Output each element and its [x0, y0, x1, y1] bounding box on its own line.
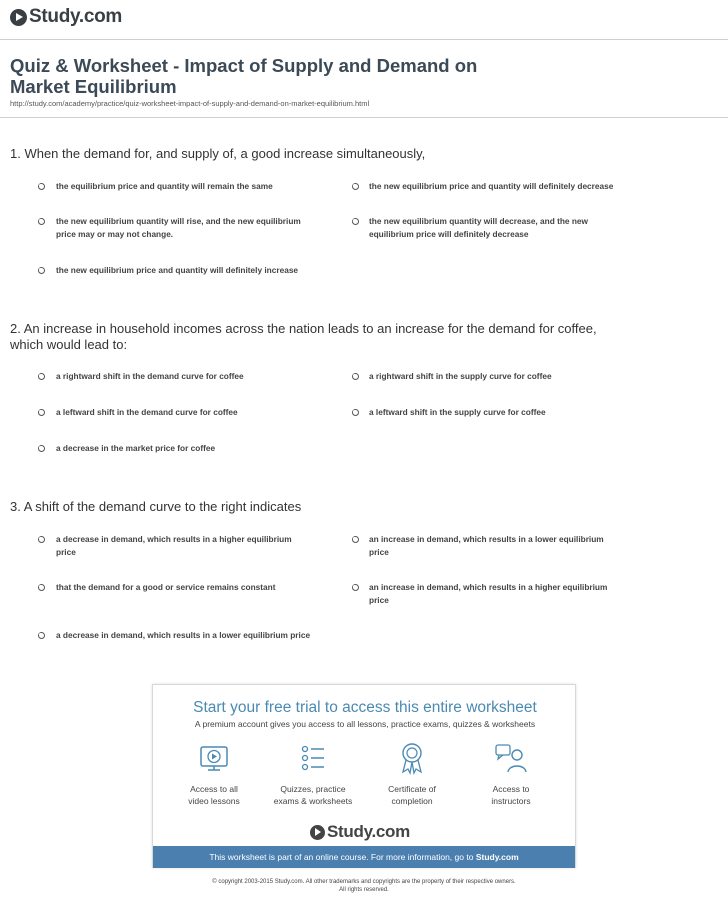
radio-q1-e[interactable] — [38, 267, 45, 274]
title-line-2: Market Equilibrium — [10, 76, 177, 97]
divider — [0, 117, 728, 118]
radio-q2-a[interactable] — [38, 373, 45, 380]
option-text: price — [56, 547, 76, 557]
option-text: that the demand for a good or service remains constant — [56, 582, 276, 592]
feature-label: Quizzes, practice — [280, 784, 346, 794]
feature-instructors — [466, 741, 556, 807]
question-1: 1. When the demand for, and supply of, a good increase simultaneously, — [10, 146, 426, 161]
option-q2-b[interactable] — [369, 370, 649, 383]
copyright-line-1: © copyright 2003-2015 Study.com. All other trademarks and copyrights are the property of their respective owners. — [212, 879, 516, 885]
radio-q3-a[interactable] — [38, 536, 45, 543]
study-logo[interactable] — [10, 6, 122, 28]
promo-study-logo[interactable] — [310, 822, 410, 842]
option-text: the new equilibrium price and quantity will definitely decrease — [369, 181, 614, 191]
option-text: a leftward shift in the demand curve for coffee — [56, 407, 238, 417]
certificate-ribbon-icon — [395, 741, 429, 775]
promo-subtitle: A premium account gives you access to all lessons, practice exams, quizzes & worksheets — [194, 719, 536, 729]
instructor-chat-icon — [494, 741, 528, 775]
quiz-list-icon — [296, 741, 330, 775]
video-lesson-icon — [197, 741, 231, 775]
feature-certificate — [367, 741, 457, 807]
play-logo-icon — [310, 825, 325, 840]
question-2-line-1: 2. An increase in household incomes across the nation leads to an increase for the demand for coffee, — [10, 321, 597, 336]
option-text: the new equilibrium quantity will decrease, and the new — [369, 216, 588, 226]
option-q1-e[interactable] — [56, 264, 336, 277]
option-q1-c[interactable] — [56, 215, 336, 241]
radio-q3-b[interactable] — [352, 536, 359, 543]
feature-quizzes — [268, 741, 358, 807]
radio-q2-e[interactable] — [38, 445, 45, 452]
radio-q1-b[interactable] — [352, 183, 359, 190]
free-trial-promo[interactable] — [152, 684, 576, 868]
option-text: a decrease in the market price for coffee — [56, 443, 216, 453]
option-text: the equilibrium price and quantity will remain the same — [56, 181, 273, 191]
option-q2-d[interactable] — [369, 406, 649, 419]
copyright-footer — [0, 878, 728, 894]
page-title — [10, 55, 610, 97]
option-text: price — [369, 547, 389, 557]
option-text: a rightward shift in the demand curve for coffee — [56, 371, 244, 381]
option-text: price — [369, 595, 389, 605]
radio-q2-b[interactable] — [352, 373, 359, 380]
feature-video-lessons — [169, 741, 259, 807]
feature-label: instructors — [491, 796, 531, 806]
radio-q3-c[interactable] — [38, 584, 45, 591]
option-q3-e[interactable] — [56, 629, 336, 642]
option-text: equilibrium price will definitely decrease — [369, 229, 529, 239]
option-text: an increase in demand, which results in a lower equilibrium — [369, 534, 604, 544]
radio-q2-c[interactable] — [38, 409, 45, 416]
option-q1-a[interactable] — [56, 180, 336, 193]
copyright-line-2: All rights reserved. — [339, 887, 389, 893]
option-text: a decrease in demand, which results in a higher equilibrium — [56, 534, 292, 544]
option-q2-a[interactable] — [56, 370, 336, 383]
option-q3-a[interactable] — [56, 533, 336, 559]
title-line-1: Quiz & Worksheet - Impact of Supply and Demand on — [10, 55, 478, 76]
radio-q3-e[interactable] — [38, 632, 45, 639]
source-url: http://study.com/academy/practice/quiz-worksheet-impact-of-supply-and-demand-on-market-equilibrium.html — [10, 99, 370, 108]
option-q3-d[interactable] — [369, 581, 649, 607]
logo-text: Study.com — [29, 6, 123, 27]
question-3: 3. A shift of the demand curve to the right indicates — [10, 499, 302, 514]
feature-label: exams & worksheets — [273, 796, 353, 806]
feature-label: completion — [391, 796, 433, 806]
promo-logo-text: Study.com — [327, 822, 410, 841]
option-q1-b[interactable] — [369, 180, 649, 193]
play-logo-icon — [10, 9, 27, 26]
feature-label: Access to — [492, 784, 530, 794]
feature-label: Certificate of — [388, 784, 436, 794]
option-text: a leftward shift in the supply curve for coffee — [369, 407, 546, 417]
page-header — [0, 0, 728, 40]
promo-bar-text: This worksheet is part of an online course. For more information, go to — [209, 852, 476, 862]
option-q1-d[interactable] — [369, 215, 649, 241]
radio-q1-c[interactable] — [38, 218, 45, 225]
question-2-line-2: which would lead to: — [10, 337, 128, 352]
option-text: a decrease in demand, which results in a lower equilibrium price — [56, 630, 311, 640]
promo-info-bar — [153, 846, 575, 868]
option-q3-c[interactable] — [56, 581, 336, 594]
option-q3-b[interactable] — [369, 533, 649, 559]
option-q2-c[interactable] — [56, 406, 336, 419]
option-text: price may or may not change. — [56, 229, 174, 239]
feature-label: video lessons — [188, 796, 240, 806]
option-text: the new equilibrium quantity will rise, and the new equilibrium — [56, 216, 301, 226]
option-text: a rightward shift in the supply curve for coffee — [369, 371, 552, 381]
feature-label: Access to all — [190, 784, 238, 794]
radio-q1-d[interactable] — [352, 218, 359, 225]
option-q2-e[interactable] — [56, 442, 336, 455]
study-link[interactable]: Study.com — [475, 852, 519, 862]
option-text: the new equilibrium price and quantity will definitely increase — [56, 265, 299, 275]
question-2 — [10, 321, 710, 353]
radio-q1-a[interactable] — [38, 183, 45, 190]
radio-q2-d[interactable] — [352, 409, 359, 416]
option-text: an increase in demand, which results in a higher equilibrium — [369, 582, 608, 592]
promo-title: Start your free trial to access this entire worksheet — [193, 699, 537, 716]
radio-q3-d[interactable] — [352, 584, 359, 591]
